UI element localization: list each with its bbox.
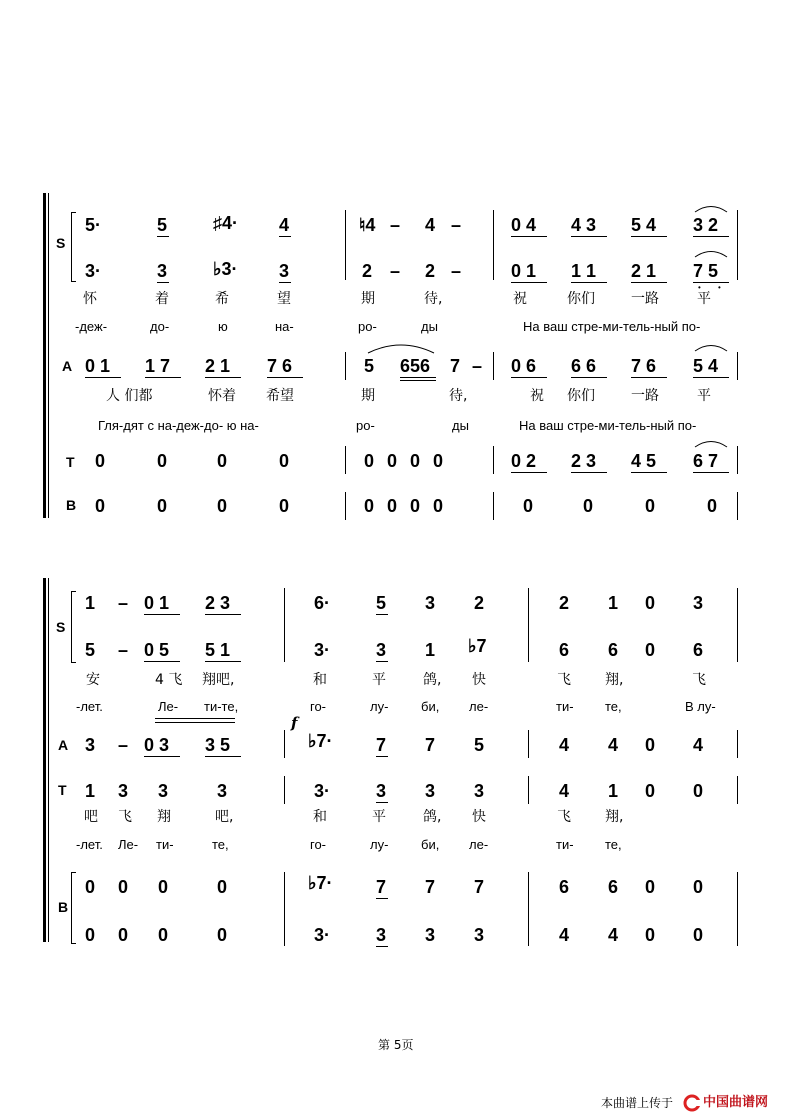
note: 0: [217, 451, 228, 471]
note: 3: [158, 781, 169, 801]
note-pair: 0 5: [144, 640, 170, 660]
note: 0: [693, 877, 704, 897]
note: 0: [85, 877, 96, 897]
note: 1: [608, 781, 619, 801]
site-logo-icon: [683, 1094, 701, 1112]
note: 3: [425, 781, 436, 801]
lyric: 待,: [424, 291, 443, 307]
barline: [493, 446, 494, 474]
lyric-ru: го-: [310, 837, 327, 852]
lyric: 希望: [266, 388, 294, 404]
lyric-ru: лу-: [370, 699, 389, 714]
underline: [205, 756, 241, 757]
underline: [376, 946, 388, 947]
underline: [693, 236, 729, 237]
dynamic-forte: f: [291, 714, 298, 732]
lyric: 一路: [631, 291, 659, 307]
note: 3·: [314, 781, 331, 801]
barline: [737, 492, 738, 520]
note: 0: [583, 496, 594, 516]
bass-divisi-bracket: [71, 872, 76, 944]
underline: [693, 472, 729, 473]
barline: [493, 492, 494, 520]
note: 4: [608, 735, 619, 755]
underline: [400, 377, 436, 378]
note: 3: [376, 640, 387, 660]
lyric-ru: ды: [421, 319, 438, 334]
note: 2: [474, 593, 485, 613]
note-pair: 0 3: [144, 735, 170, 755]
lyric: 怀: [83, 291, 97, 307]
barline: [284, 872, 285, 946]
note-pair: 0 1: [144, 593, 170, 613]
barline: [345, 446, 346, 474]
barline: [737, 872, 738, 946]
site-name: 中国曲谱网: [703, 1095, 769, 1110]
lyric: 翔,: [605, 809, 624, 825]
lyric: 平: [697, 388, 711, 404]
note-pair: 7 6: [631, 356, 657, 376]
lyric-ru: ле-: [469, 699, 489, 714]
part-label-bass: B: [58, 899, 69, 915]
note: 3: [157, 261, 168, 281]
soprano-divisi-bracket: [71, 212, 76, 282]
underline: [571, 236, 607, 237]
note: 0: [693, 925, 704, 945]
note: 0: [158, 925, 169, 945]
note: 3: [279, 261, 290, 281]
underline: [400, 380, 436, 381]
lyric: 祝: [530, 388, 544, 404]
lyric: 期: [361, 291, 375, 307]
underline: [631, 472, 667, 473]
lyric-ru: ти-: [156, 837, 174, 852]
note: 0: [157, 451, 168, 471]
note: 0: [279, 496, 290, 516]
note: 5·: [85, 215, 102, 235]
note: 1: [85, 593, 96, 613]
barline: [737, 352, 738, 380]
note: 0: [645, 925, 656, 945]
note: 4: [425, 215, 436, 235]
lyric: 人 们都: [106, 388, 153, 404]
note-pair: 2 3: [571, 451, 597, 471]
note: 7: [425, 877, 436, 897]
note-pair: 0 2: [511, 451, 537, 471]
underline: [571, 282, 607, 283]
lyric-ru: Ле-: [158, 699, 179, 714]
barline: [284, 776, 285, 804]
dash: –: [118, 640, 129, 660]
note: 3: [425, 925, 436, 945]
lyric: 翔吧,: [202, 672, 235, 688]
part-label-alto: A: [58, 737, 69, 753]
system-bracket-line: [48, 193, 49, 518]
note: 0: [645, 593, 656, 613]
note: ♭3·: [213, 259, 238, 279]
underline: [376, 614, 388, 615]
note: 0: [645, 877, 656, 897]
lyric: 和: [313, 672, 327, 688]
note-pair: 0 1: [85, 356, 111, 376]
system-bracket-line: [48, 578, 49, 942]
note: 0: [693, 781, 704, 801]
note: 3: [693, 593, 704, 613]
barline: [737, 446, 738, 474]
underline: [145, 377, 181, 378]
lower-octave-dot: •: [698, 283, 701, 292]
lyric: 待,: [449, 388, 468, 404]
note: 6·: [314, 593, 331, 613]
lyric-ru: ти-: [556, 837, 574, 852]
lyric: 你们: [567, 388, 595, 404]
note: 4: [279, 215, 290, 235]
note: 0: [85, 925, 96, 945]
note-pair: 1 7: [145, 356, 171, 376]
underline: [631, 236, 667, 237]
slur: [693, 342, 729, 352]
part-label-alto: A: [62, 358, 73, 374]
upload-note: 本曲谱上传于: [601, 1096, 674, 1110]
underline: [376, 661, 388, 662]
note-pair: 4 5: [631, 451, 657, 471]
lyric-ru: В лу-: [685, 699, 716, 714]
note: 0: [158, 877, 169, 897]
note: 3: [474, 781, 485, 801]
note: 0: [217, 925, 228, 945]
underline: [376, 898, 388, 899]
lyric-ru: ле-: [469, 837, 489, 852]
note: 0: [95, 496, 106, 516]
note: 7: [376, 735, 387, 755]
note: 2: [362, 261, 373, 281]
lyric-ru: го-: [310, 699, 327, 714]
lyric: 翔,: [605, 672, 624, 688]
dash: –: [472, 356, 483, 376]
note: 1: [608, 593, 619, 613]
dash: –: [451, 215, 462, 235]
underline: [571, 472, 607, 473]
underline: [631, 282, 667, 283]
note: ♯4·: [213, 213, 239, 233]
barline: [345, 352, 346, 380]
note: 7: [450, 356, 461, 376]
note: 7: [376, 877, 387, 897]
lyric: 平: [372, 809, 386, 825]
lyric: 平: [372, 672, 386, 688]
note: 1: [425, 640, 436, 660]
lyric: 鸽,: [423, 809, 442, 825]
lyric-ru: -деж-: [75, 319, 108, 334]
note: 5: [376, 593, 387, 613]
lyric-ru: На ваш стре-ми-тель-ный по-: [519, 418, 697, 433]
page-number: 第 5页: [378, 1038, 414, 1052]
barline: [737, 210, 738, 280]
barline: [284, 730, 285, 758]
note: 4: [608, 925, 619, 945]
lyric-ru: би,: [421, 699, 440, 714]
barline: [528, 776, 529, 804]
lyric: 快: [472, 809, 486, 825]
note: 0: [157, 496, 168, 516]
note-pair: 2 1: [205, 356, 231, 376]
lyric: 望: [277, 291, 291, 307]
note-pair: 0 6: [511, 356, 537, 376]
note: 3: [118, 781, 129, 801]
note: 2: [425, 261, 436, 281]
lyric-ru: ды: [452, 418, 469, 433]
note: 6: [693, 640, 704, 660]
barline: [345, 210, 346, 280]
lyric: 飞: [557, 672, 571, 688]
underline: [85, 377, 121, 378]
note: 0: [523, 496, 534, 516]
part-label-tenor: T: [58, 782, 67, 798]
underline: [205, 661, 241, 662]
barline: [528, 588, 529, 662]
lyric-ru: те,: [605, 699, 622, 714]
note: 7: [474, 877, 485, 897]
lyric: 飞: [118, 809, 132, 825]
note-pair: 7 6: [267, 356, 293, 376]
note-pair: 1 1: [571, 261, 597, 281]
lyric-ru: би,: [421, 837, 440, 852]
underline: [511, 236, 547, 237]
dash: –: [118, 735, 129, 755]
note: ♭7·: [308, 731, 333, 751]
lyric-ru: ю: [218, 319, 228, 334]
note: 0: [279, 451, 290, 471]
lyric: 和: [313, 809, 327, 825]
note-pair: 6 6: [571, 356, 597, 376]
note: 0: [118, 877, 129, 897]
barline: [528, 730, 529, 758]
lyric: 希: [215, 291, 229, 307]
lyric-ru: -лет.: [76, 837, 103, 852]
note-pair: 4 3: [571, 215, 597, 235]
note-pair: 2 3: [205, 593, 231, 613]
note: 4: [559, 781, 570, 801]
lyric-ru: ти-: [556, 699, 574, 714]
note-pair: 2 1: [631, 261, 657, 281]
lyric-ru: На ваш стре-ми-тель-ный по-: [523, 319, 701, 334]
note: ♮4: [359, 215, 376, 235]
underline: [511, 282, 547, 283]
note: ♭7: [468, 636, 487, 656]
lower-octave-dot: •: [718, 283, 721, 292]
note: 3·: [314, 640, 331, 660]
underline: [571, 377, 607, 378]
lyric: 翔: [157, 809, 171, 825]
note: 5: [364, 356, 375, 376]
note: 3: [376, 925, 387, 945]
soprano-divisi-bracket: [71, 591, 76, 663]
note: 1: [85, 781, 96, 801]
lyric-ru: Гля-дят с на-деж-до- ю на-: [98, 418, 259, 433]
slur: [366, 340, 436, 354]
note-pair: 5 4: [631, 215, 657, 235]
dash: –: [118, 593, 129, 613]
note: 0: [645, 781, 656, 801]
lyric-ru: Ле-: [118, 837, 139, 852]
lyric-ru: лу-: [370, 837, 389, 852]
note: ♭7·: [308, 873, 333, 893]
underline: [376, 756, 388, 757]
lyric-ru: -лет.: [76, 699, 103, 714]
dash: –: [390, 261, 401, 281]
lyric-ru: те,: [605, 837, 622, 852]
note-pair: 5 4: [693, 356, 719, 376]
lyric-ru: ро-: [356, 418, 375, 433]
note: 3·: [85, 261, 102, 281]
tie-line: [155, 718, 235, 719]
system-bracket: [43, 578, 46, 942]
note-group: 656: [400, 356, 431, 376]
dash: –: [390, 215, 401, 235]
note: 6: [559, 877, 570, 897]
note: 3: [217, 781, 228, 801]
note-pair: 3 5: [205, 735, 231, 755]
lyric: 一路: [631, 388, 659, 404]
note-pair: 0 1: [511, 261, 537, 281]
lyric-ru: ро-: [358, 319, 377, 334]
lyric: 飞: [692, 672, 706, 688]
note: 4: [693, 735, 704, 755]
note: 0: [217, 496, 228, 516]
lyric-ru: на-: [275, 319, 294, 334]
note: 5: [474, 735, 485, 755]
barline: [493, 210, 494, 280]
lyric: 怀着: [208, 388, 236, 404]
underline: [279, 282, 291, 283]
underline: [693, 377, 729, 378]
note: 5: [157, 215, 168, 235]
note: 4: [559, 735, 570, 755]
note-pair: 3 2: [693, 215, 719, 235]
note: 3: [425, 593, 436, 613]
note: 6: [608, 640, 619, 660]
note: 6: [608, 877, 619, 897]
underline: [511, 377, 547, 378]
system-bracket: [43, 193, 46, 518]
note-pair: 0 4: [511, 215, 537, 235]
tie-line: [155, 722, 235, 723]
lyric: 期: [361, 388, 375, 404]
lyric: 安: [86, 672, 100, 688]
underline: [144, 756, 180, 757]
underline: [279, 236, 291, 237]
note: 4: [559, 925, 570, 945]
lyric: 4 飞: [155, 672, 183, 688]
lyric: 吧: [84, 809, 98, 825]
note: 3·: [314, 925, 331, 945]
lyric-ru: ти-те,: [204, 699, 239, 714]
note-group: 0 0 0 0: [364, 496, 444, 516]
slur: [693, 248, 729, 258]
underline: [376, 802, 388, 803]
note: 3: [474, 925, 485, 945]
lyric: 着: [155, 291, 169, 307]
underline: [157, 236, 169, 237]
underline: [631, 377, 667, 378]
barline: [345, 492, 346, 520]
underline: [205, 377, 241, 378]
barline: [737, 776, 738, 804]
lyric: 祝: [513, 291, 527, 307]
lyric-ru: до-: [150, 319, 170, 334]
note: 0: [707, 496, 718, 516]
underline: [144, 614, 180, 615]
note: 3: [85, 735, 96, 755]
note: 0: [118, 925, 129, 945]
lyric: 平: [697, 291, 711, 307]
barline: [737, 588, 738, 662]
lyric: 吧,: [215, 809, 234, 825]
lyric-ru: те,: [212, 837, 229, 852]
note: 3: [376, 781, 387, 801]
note: 0: [217, 877, 228, 897]
lyric: 快: [472, 672, 486, 688]
note: 5: [85, 640, 96, 660]
underline: [511, 472, 547, 473]
slur: [693, 438, 729, 448]
lyric: 鸽,: [423, 672, 442, 688]
underline: [144, 661, 180, 662]
note-pair: 6 7: [693, 451, 719, 471]
barline: [737, 730, 738, 758]
dash: –: [451, 261, 462, 281]
note: 0: [645, 640, 656, 660]
part-label-soprano: S: [56, 619, 66, 635]
note: 7: [425, 735, 436, 755]
note: 0: [95, 451, 106, 471]
underline: [157, 282, 169, 283]
lyric: 飞: [557, 809, 571, 825]
note-pair: 5 1: [205, 640, 231, 660]
note-group: 0 0 0 0: [364, 451, 444, 471]
lyric: 你们: [567, 291, 595, 307]
barline: [493, 352, 494, 380]
note: 6: [559, 640, 570, 660]
underline: [267, 377, 303, 378]
part-label-tenor: T: [66, 454, 75, 470]
note: 2: [559, 593, 570, 613]
note-pair: 7 5: [693, 261, 719, 281]
part-label-bass: B: [66, 497, 77, 513]
note: 0: [645, 735, 656, 755]
barline: [528, 872, 529, 946]
underline: [205, 614, 241, 615]
slur: [693, 203, 729, 213]
barline: [284, 588, 285, 662]
note: 0: [645, 496, 656, 516]
part-label-soprano: S: [56, 235, 66, 251]
